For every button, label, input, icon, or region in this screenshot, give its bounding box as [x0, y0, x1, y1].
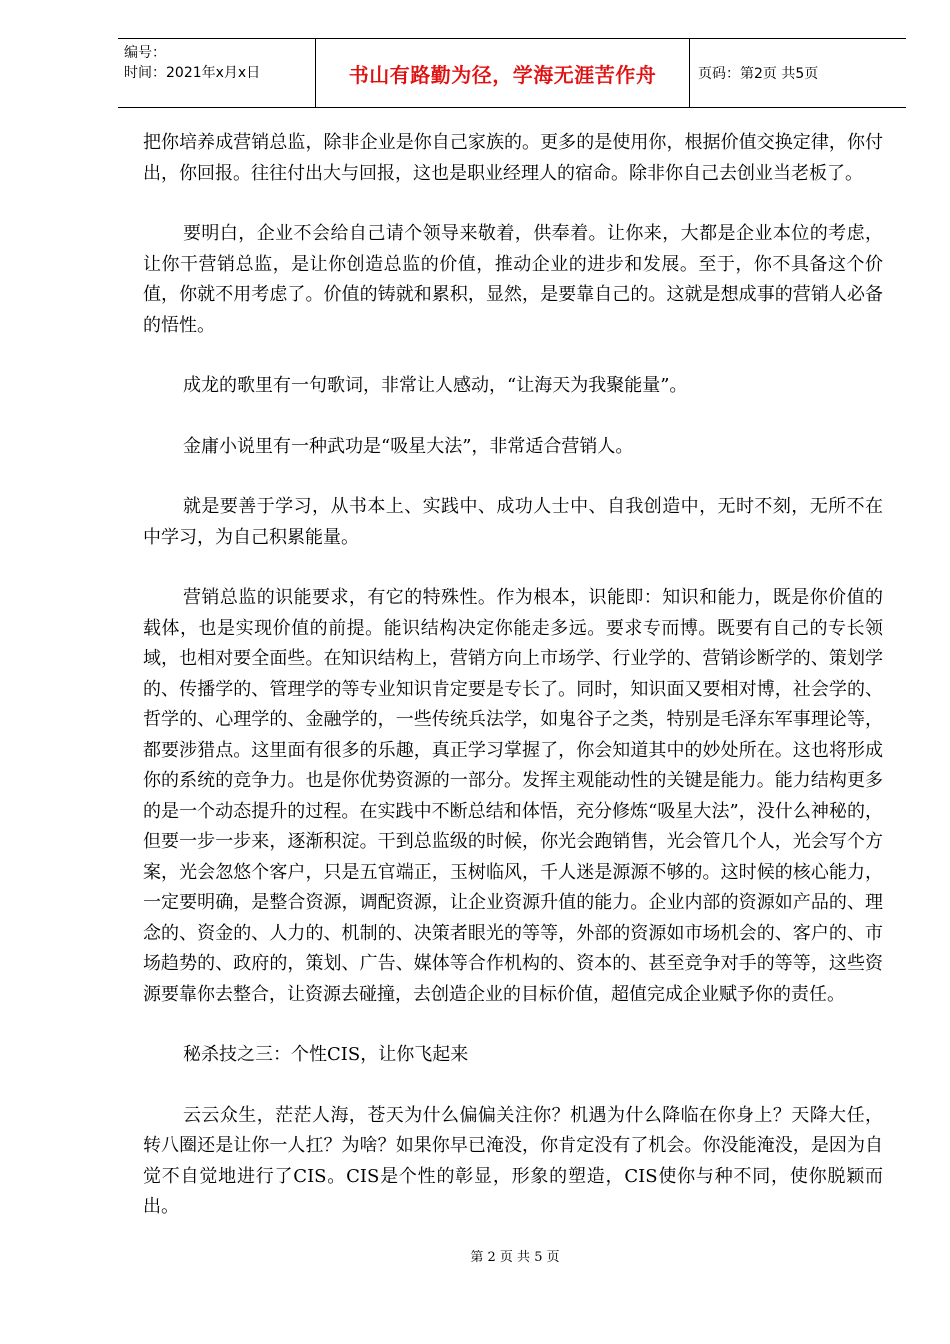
document-time-label: 时间：2021年x月x日: [124, 65, 261, 81]
header-meta: [118, 39, 316, 107]
page-footer: [0, 1246, 950, 1265]
header-page-info: 页码：第2页 共5页: [698, 66, 819, 82]
document-body: [143, 128, 883, 1253]
paragraph: 把你培养成营销总监，除非企业是你自己家族的。更多的是使用你，根据价值交换定律，你付出，你回报。往往付出大与回报，这也是职业经理人的宿命。除非你自己去创业当老板了。: [143, 132, 883, 184]
page-number: 第 2 页 共 5 页: [470, 1250, 560, 1265]
page-header: [118, 38, 906, 108]
paragraph: 要明白，企业不会给自己请个领导来敬着，供奉着。让你来，大都是企业本位的考虑，让你干营销总监，是让你创造总监的价值，推动企业的进步和发展。至于，你不具备这个价值，你就不用考虑了。价值的铸就和累积，显然，是要靠自己的。这就是想成事的营销人必备的悟性。: [143, 223, 883, 336]
paragraph: 成龙的歌里有一句歌词，非常让人感动，“让海天为我聚能量”。: [183, 375, 688, 396]
paragraph: 金庸小说里有一种武功是“吸星大法”，非常适合营销人。: [183, 435, 634, 457]
paragraph: 就是要善于学习，从书本上、实践中、成功人士中、自我创造中，无时不刻，无所不在中学习，为自己积累能量。: [143, 496, 883, 548]
paragraph: 云云众生，茫茫人海，苍天为什么偏偏关注你？机遇为什么降临在你身上？天降大任，转八圈还是让你一人扛？为啥？如果你早已淹没，你肯定没有了机会。你没能淹没，是因为自觉不自觉地进行了CIS。CIS是个性的彰显，形象的塑造，CIS使你与种不同，使你脱颖而出。: [143, 1104, 883, 1217]
header-motto: 书山有路勤为径，学海无涯苦作舟: [316, 39, 690, 107]
section-heading: 秘杀技之三：个性CIS，让你飞起来: [183, 1044, 469, 1065]
paragraph: 营销总监的识能要求，有它的特殊性。作为根本，识能即：知识和能力，既是你价值的载体，也是实现价值的前提。能识结构决定你能走多远。要求专而博。既要有自己的专长领域，也相对要全面些。在知识结构上，营销方向上市场学、行业学的、营销诊断学的、策划学的、传播学的、管理学的等专业知识肯定要是专长了。同时，知识面又要相对博，社会学的、哲学的、心理学的、金融学的，一些传统兵法学，如鬼谷子之类，特别是毛泽东军事理论等，都要涉猎点。这里面有很多的乐趣，真正学习掌握了，你会知道其中的妙处所在。这也将形成你的系统的竞争力。也是你优势资源的一部分。发挥主观能动性的关键是能力。能力结构更多的是一个动态提升的过程。在实践中不断总结和体悟，充分修炼“吸星大法”，没什么神秘的，但要一步一步来，逐渐积淀。干到总监级的时候，你光会跑销售，光会管几个人，光会写个方案，光会忽悠个客户，只是五官端正，玉树临风，千人迷是源源不够的。这时候的核心能力，一定要明确，是整合资源，调配资源，让企业资源升值的能力。企业内部的资源如产品的、理念的、资金的、人力的、机制的、决策者眼光的等等，外部的资源如市场机会的、客户的、市场趋势的、政府的，策划、广告、媒体等合作机构的、资本的、甚至竞争对手的等等，这些资源要靠你去整合，让资源去碰撞，去创造企业的目标价值，超值完成企业赋予你的责任。: [143, 587, 883, 1005]
document-number-label: 编号：: [124, 45, 166, 61]
